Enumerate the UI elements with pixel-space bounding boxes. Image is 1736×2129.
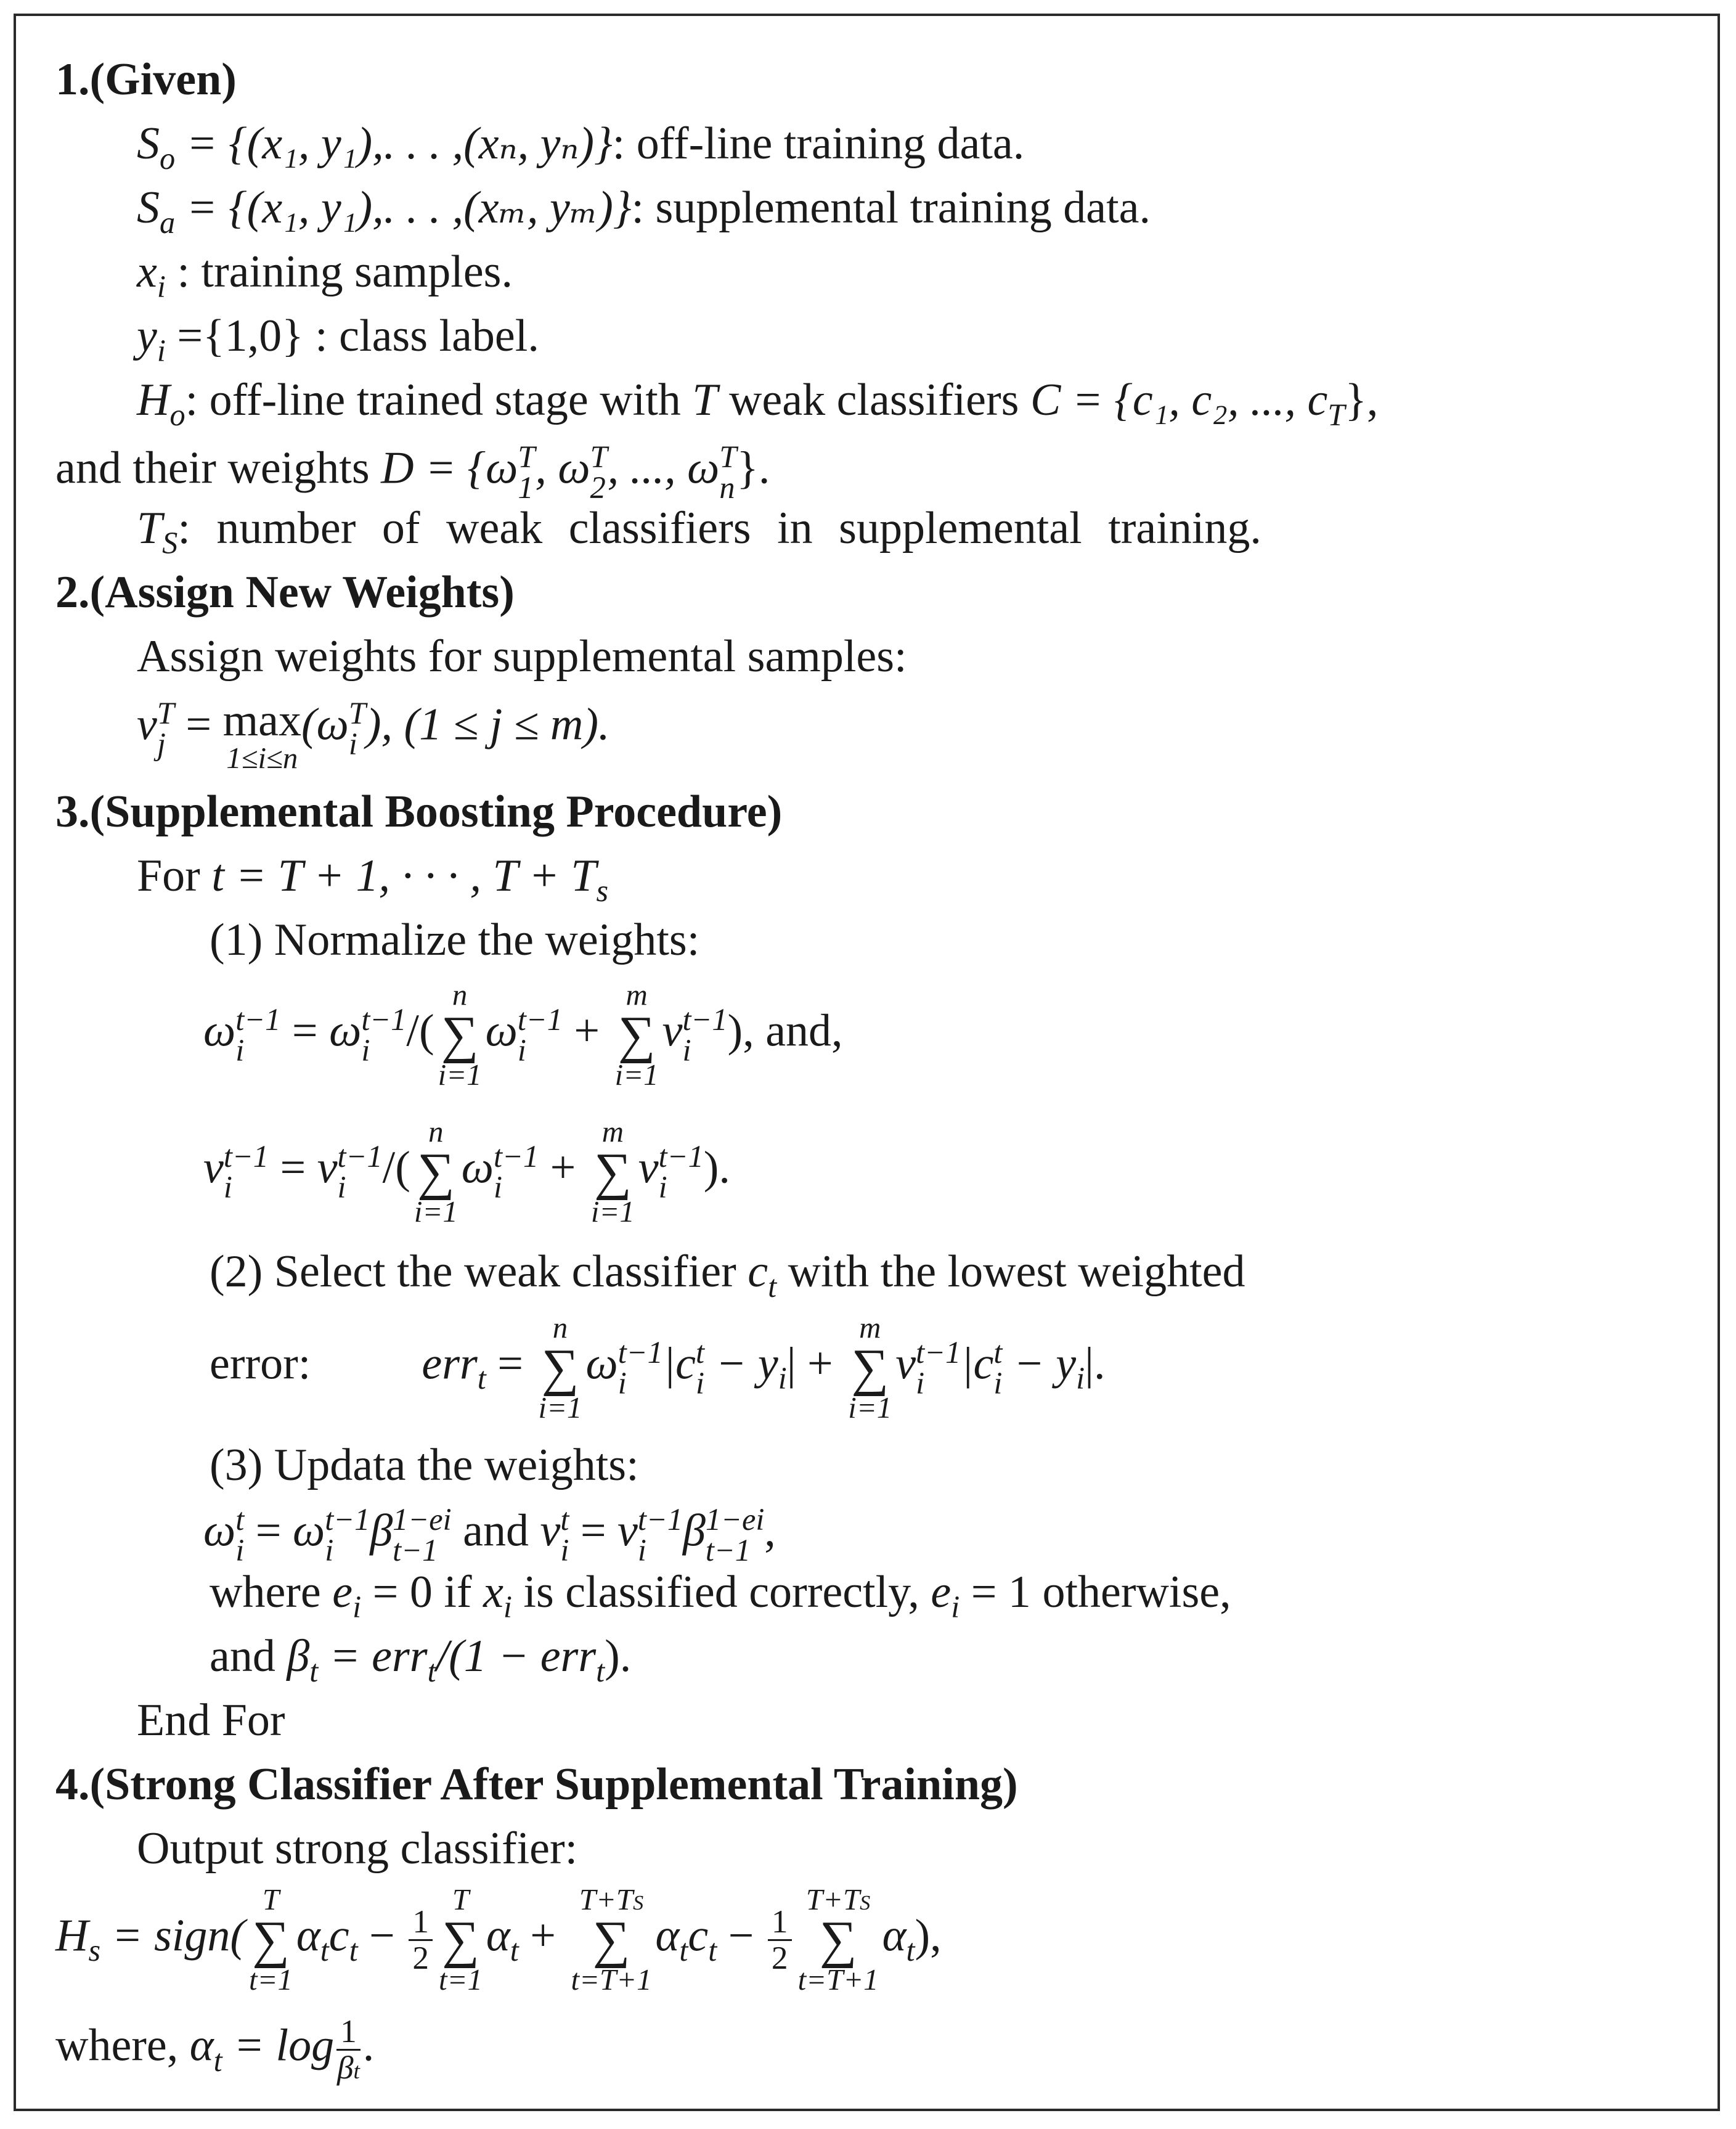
- line-so: $S_o = \{(x_1$, y₁),. . . ,(xₙ, yₙ)}: off-line training data.: [137, 118, 1025, 176]
- line-beta-def: and $\beta_t = err_t/(1 - err_t)$.: [210, 1631, 632, 1689]
- line-ho: $H_o$: off-line trained stage with T weak classifiers C = {c₁, c₂, ..., $c_T$},: [137, 375, 1379, 433]
- section-heading-strong: 4.(Strong Classifier After Supplemental Training): [55, 1759, 1018, 1810]
- line-ts: $T_S$: number of weak classifiers in supplemental training.: [137, 503, 1261, 561]
- line-end-for: End For: [137, 1695, 285, 1746]
- equation-update: ω t i = ω t−1 i β 1−ei t−1 and ν t i = ν t−1 i β 1−ei t−1 ,: [203, 1502, 776, 1568]
- equation-error: error: err$_t$ = n ∑ i=1 ω t−1 i |c t i − $y_i|$ + m ∑ i=1 ν t−1 i |c t i − $y_i|$.: [210, 1310, 1106, 1424]
- line-for: For t = T + 1, · · · , $T + T_s$: [137, 851, 609, 909]
- line-xi: $x_i$ : training samples.: [137, 247, 513, 304]
- equation-normalize-omega: ω t−1 i = ω t−1 i /( n ∑ i=1 ω t−1 i + m ∑ i=1 ν t−1 i ), and,: [203, 978, 843, 1092]
- line-yi: $y_i =\{1,0\}$ : class label.: [137, 311, 539, 369]
- equation-strong-classifier: $H_s$ = sign( T ∑ t=1 $\alpha_tc_t$ − $\frac{1}{2}$ T ∑ t=1 $\alpha_t$ + T+TS ∑ t=T+1 $\alpha_tc_t$ − $\frac{1}{2}$ T+TS ∑ t=T+1 $\alpha_t$),: [55, 1882, 942, 1996]
- section-heading-assign: 2.(Assign New Weights): [55, 567, 515, 618]
- line-assign-intro: Assign weights for supplemental samples:: [137, 631, 907, 682]
- equation-nu-max: ν T j = max 1≤i≤n (ω T i ), (1 ≤ j ≤ m).: [137, 695, 610, 775]
- line-sa: $S_a = \{(x_1$, y₁),. . . ,(xₘ, yₘ)}: supplemental training data.: [137, 182, 1151, 240]
- line-alpha-def: where, $\alpha_t = \log$ $\frac{1}{\beta t}$ .: [55, 2013, 375, 2086]
- line-update: (3) Updata the weights:: [210, 1440, 639, 1490]
- line-where-ei: where $e_i = 0$ if $x_i$ is classified correctly, $e_i = 1$ otherwise,: [210, 1567, 1231, 1625]
- line-select: (2) Select the weak classifier $c_t$ with the lowest weighted: [210, 1246, 1245, 1304]
- section-heading-given: 1.(Given): [55, 54, 237, 105]
- line-output: Output strong classifier:: [137, 1823, 578, 1874]
- equation-normalize-nu: ν t−1 i = ν t−1 i /( n ∑ i=1 ω t−1 i + m ∑ i=1 ν t−1 i ).: [203, 1114, 730, 1228]
- section-heading-boost: 3.(Supplemental Boosting Procedure): [55, 787, 783, 837]
- line-normalize: (1) Normalize the weights:: [210, 915, 700, 965]
- line-weights-d: and their weights D = {ω T 1 , ω T 2 , ..., ω T n }.: [55, 439, 770, 505]
